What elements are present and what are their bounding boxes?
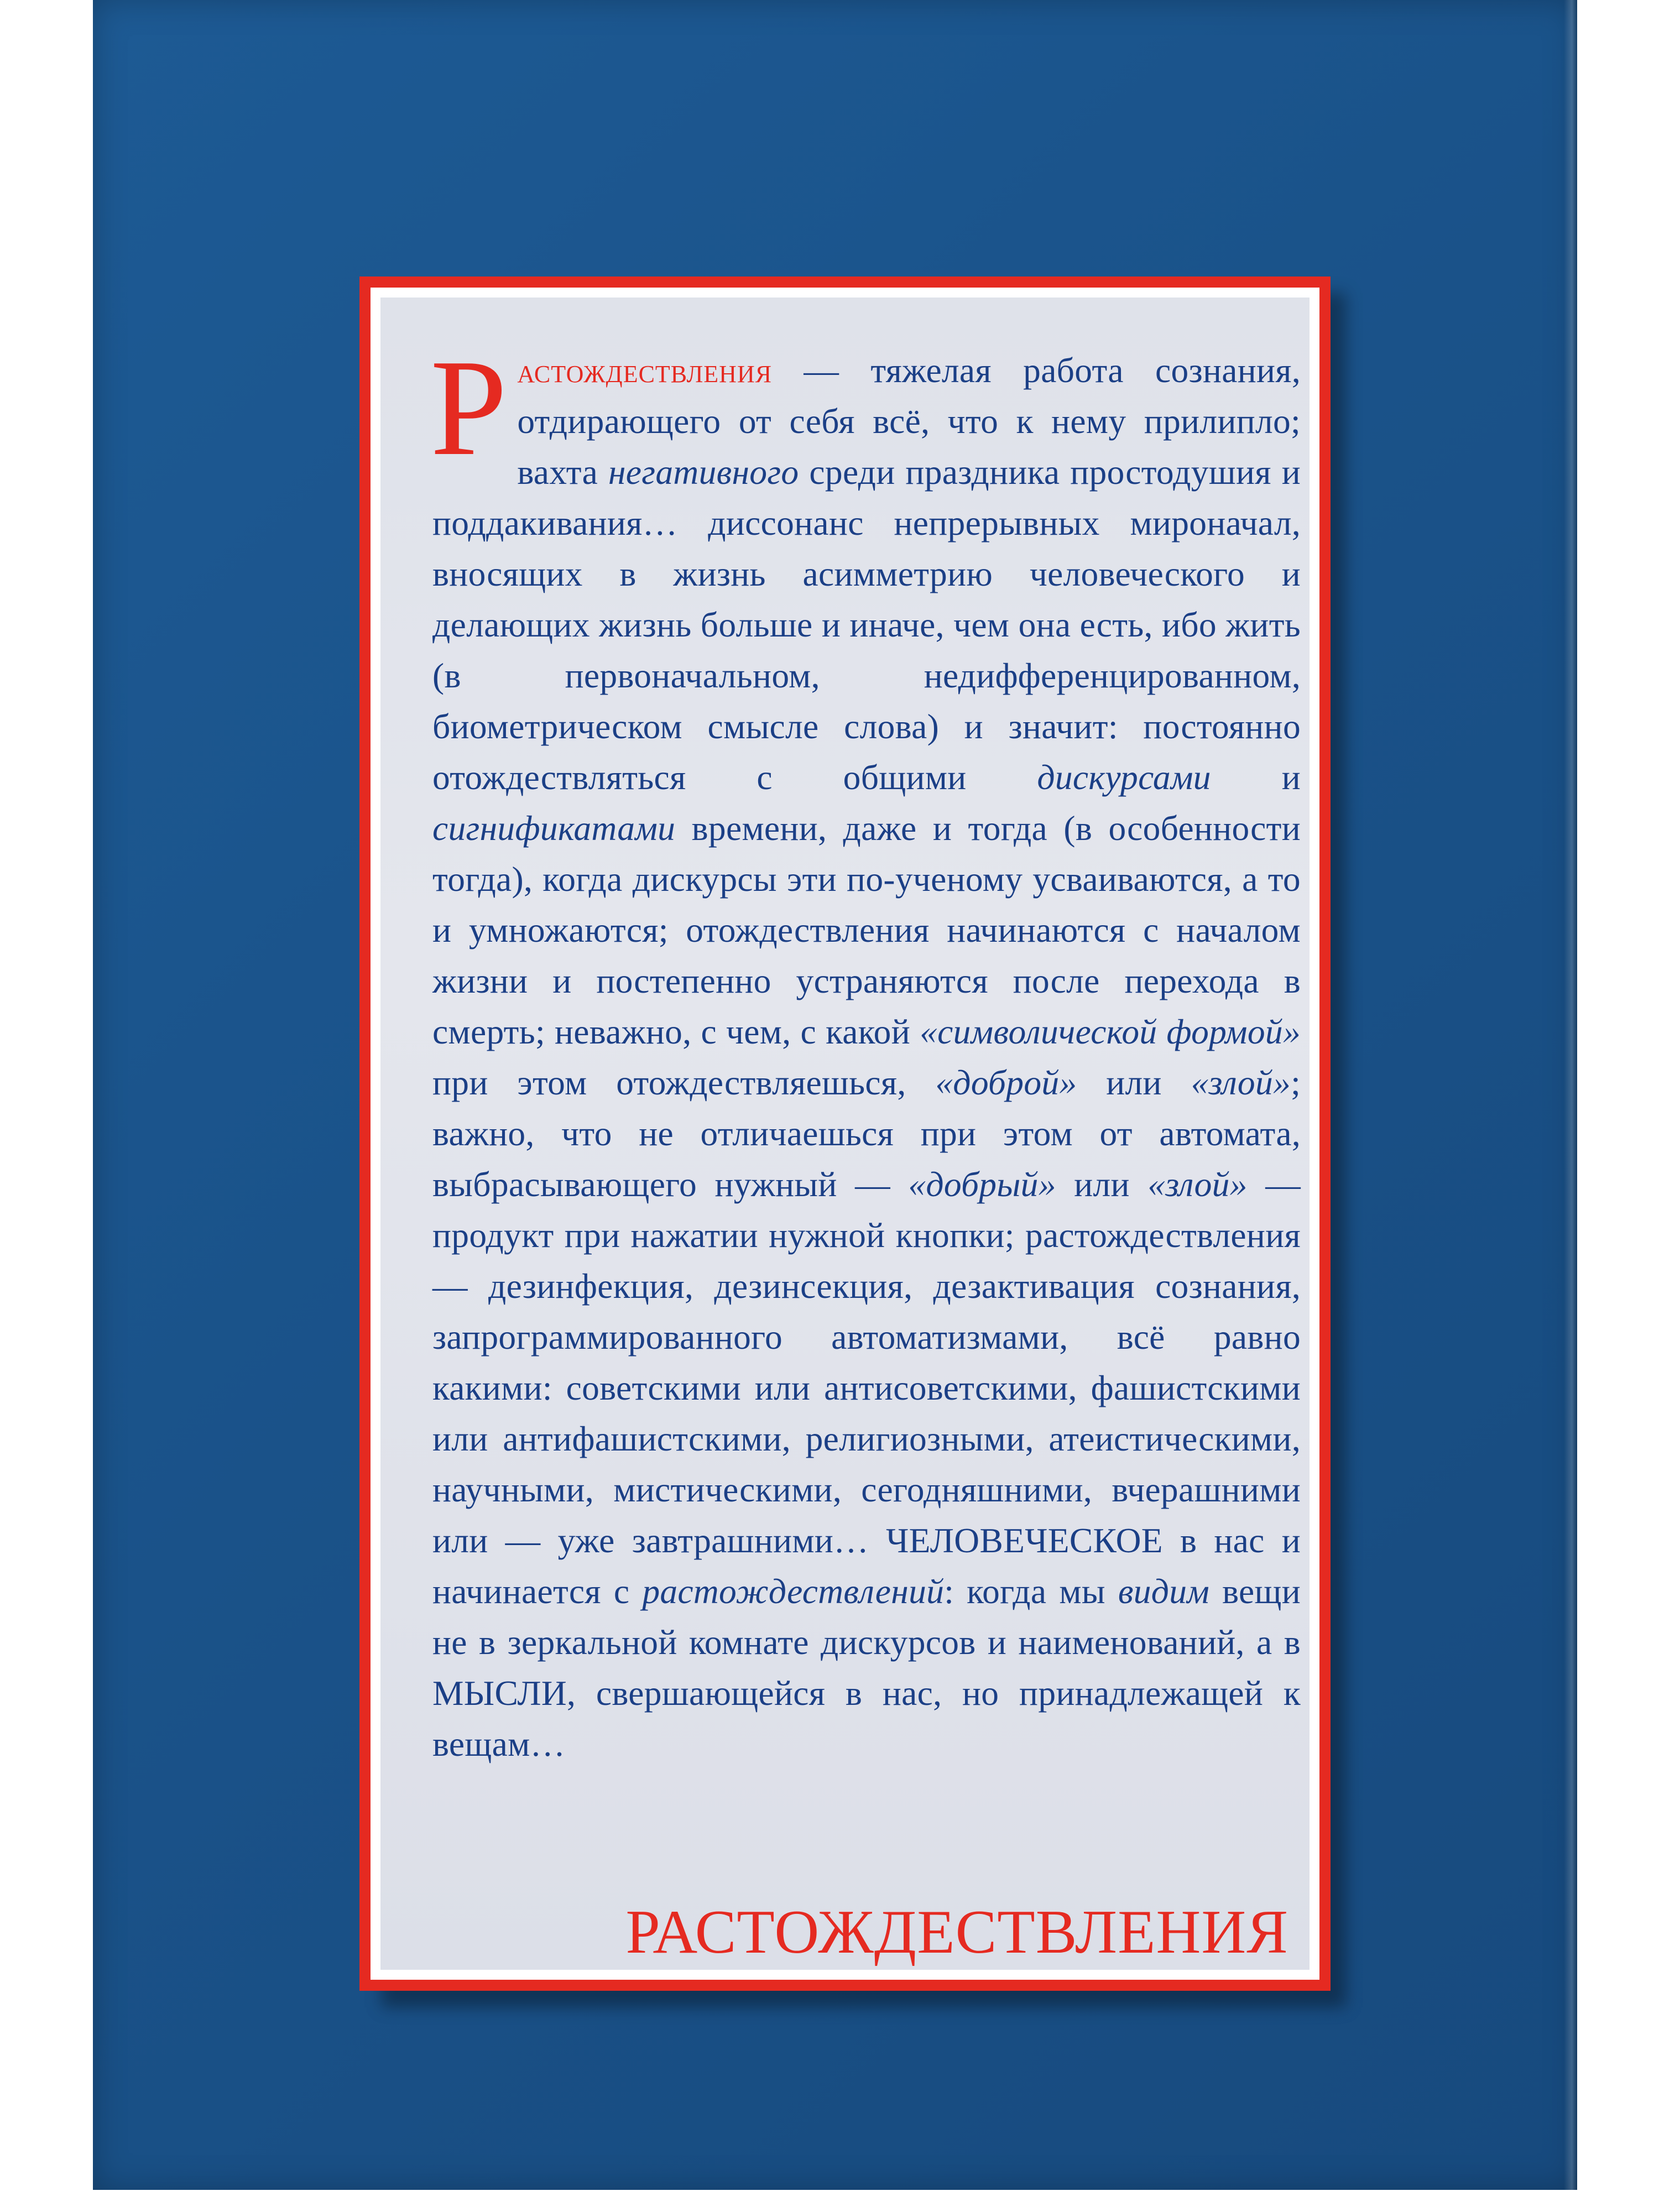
- drop-cap: Р: [430, 331, 508, 484]
- series-title: РАСТОЖДЕСТВЛЕНИЯ: [625, 1898, 1288, 1966]
- blurb-segment: : когда мы: [944, 1572, 1118, 1611]
- blurb-text: [430, 331, 1301, 1770]
- blurb-segment: вещи не в зеркальной комнате дискурсов и наименований, а в МЫСЛИ, свершающейся в нас, но принадлежащей к вещам…: [432, 1572, 1301, 1764]
- blurb-italic: «злой»: [1147, 1165, 1248, 1204]
- blurb-segment: или: [1056, 1165, 1148, 1204]
- blurb-lead-word: астождествления: [517, 351, 773, 390]
- blurb-italic: «злой»: [1191, 1063, 1291, 1102]
- blurb-segment: при этом отождествляешься,: [432, 1063, 936, 1102]
- cover-edge-highlight: [1564, 0, 1577, 2190]
- blurb-italic: негативного: [608, 452, 799, 492]
- blurb-italic: «доброй»: [935, 1063, 1077, 1102]
- blurb-segment: — продукт при нажатии нужной кнопки; растождествления — дезинфекция, дезинсекция, дезактивация сознания, запрограммированного автоматизмами, всё равно какими: советскими или антисоветскими, фашистскими или антифашистскими, религиозными, атеистическими, научными, мистическими, сегодняшними, вчерашними или — уже завтрашними… ЧЕЛОВЕЧЕСКОЕ в нас и начинается с: [432, 1165, 1301, 1611]
- text-panel: [380, 298, 1310, 1970]
- blurb-segment: ; важно, что не отличаешься при этом от автомата, выбрасывающего нужный —: [432, 1063, 1301, 1204]
- blurb-segment: и: [1211, 758, 1301, 797]
- text-panel-frame: [359, 276, 1331, 1991]
- blurb-italic: «символической формой»: [920, 1012, 1301, 1051]
- blurb-segment: или: [1077, 1063, 1191, 1102]
- blurb-italic: «добрый»: [908, 1165, 1056, 1204]
- blurb-segment: — тяжелая работа сознания, отдирающего от себя всё, что к нему прилипло; вахта: [517, 351, 1301, 492]
- blurb-segment: времени, даже и тогда (в особенности тогда), когда дискурсы эти по-ученому усваиваются, а то и умножаются; отождествления начинаются с началом жизни и постепенно устраняются после перехода в смерть; неважно, с чем, с какой: [432, 808, 1301, 1051]
- blurb-italic: дискурсами: [1037, 758, 1211, 797]
- blurb-italic: видим: [1118, 1572, 1210, 1611]
- blurb-italic: сигнификатами: [432, 808, 676, 848]
- blurb-segment: среди праздника простодушия и поддакивания… диссонанс непрерывных мироначал, вносящих в жизнь асимметрию человеческого и делающих жизнь больше и иначе, чем она есть, ибо жить (в первоначальном, недифференцированном, биометрическом смысле слова) и значит: постоянно отождествляться с общими: [432, 452, 1301, 797]
- blurb-italic: растождествлений: [642, 1572, 945, 1611]
